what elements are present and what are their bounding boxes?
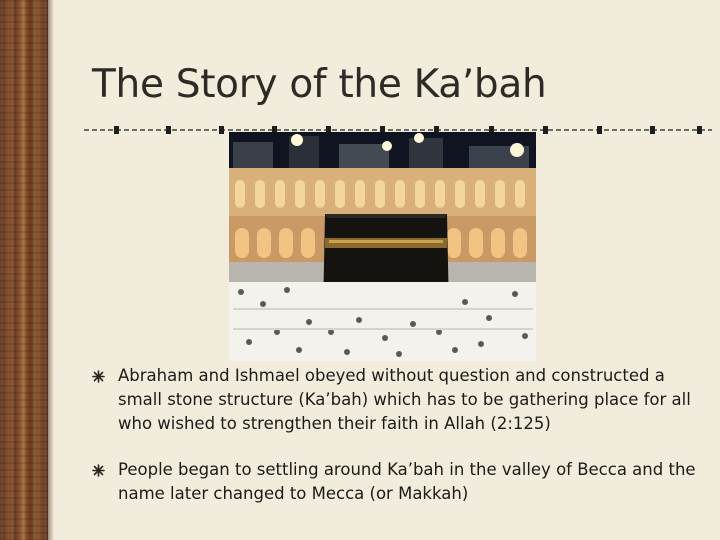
asterisk-star-icon <box>92 464 105 477</box>
slide-title: The Story of the Ka’bah <box>92 62 547 107</box>
bullet-item <box>92 364 702 436</box>
bullet-text: People began to settling around Ka’bah in the valley of Becca and the name later changed to Mecca (or Makkah) <box>118 460 696 503</box>
bullet-text: Abraham and Ishmael obeyed without question and constructed a small stone structure (Ka’bah) which has to be gathering place for all who wished to strengthen their faith in Allah (2:125) <box>118 366 691 433</box>
bullet-list <box>92 364 702 506</box>
asterisk-star-icon <box>92 370 105 383</box>
wood-border <box>0 0 48 540</box>
kaaba-photo <box>229 132 536 361</box>
wood-shadow <box>48 0 54 540</box>
bullet-item <box>92 458 702 506</box>
